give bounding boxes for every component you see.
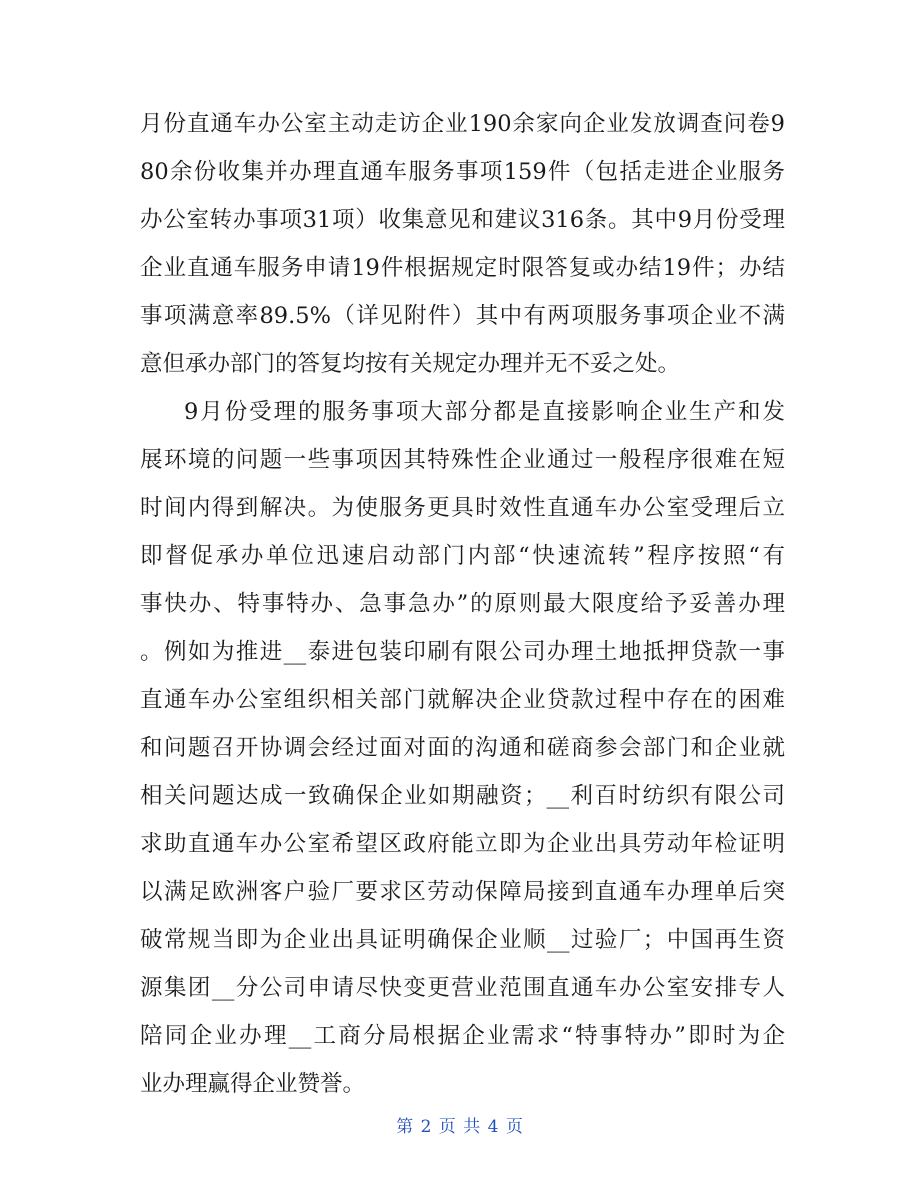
text-line: 求助直通车办公室希望区政府能立即为企业出具劳动年检证明 bbox=[140, 831, 785, 857]
text-line: 源集团__分公司申请尽快变更营业范围直通车办公室安排专人 bbox=[140, 975, 785, 1001]
text-line: 80余份收集并办理直通车服务事项159件（包括走进企业服务 bbox=[140, 159, 785, 185]
text-line: 以满足欧洲客户验厂要求区劳动保障局接到直通车办理单后突 bbox=[140, 879, 785, 905]
text-line: 事快办、特事特办、急事急办”的原则最大限度给予妥善办理 bbox=[140, 591, 785, 617]
text-line: 直通车办公室组织相关部门就解决企业贷款过程中存在的困难 bbox=[140, 687, 785, 713]
text-line: 即督促承办单位迅速启动部门内部“快速流转”程序按照“有 bbox=[140, 543, 785, 569]
text-line: 。例如为推进__泰进包装印刷有限公司办理土地抵押贷款一事 bbox=[140, 639, 785, 665]
page-number-footer: 第 2 页 共 4 页 bbox=[396, 1117, 524, 1137]
text-line: 时间内得到解决。为使服务更具时效性直通车办公室受理后立 bbox=[140, 495, 785, 521]
text-line: 意但承办部门的答复均按有关规定办理并无不妥之处。 bbox=[140, 351, 681, 377]
document-body bbox=[140, 100, 785, 1108]
text-line: 办公室转办事项31项）收集意见和建议316条。其中9月份受理 bbox=[140, 207, 785, 233]
text-line: 事项满意率89.5%（详见附件）其中有两项服务事项企业不满 bbox=[140, 303, 785, 329]
text-line: 业办理赢得企业赞誉。 bbox=[140, 1071, 366, 1097]
text-line: 展环境的问题一些事项因其特殊性企业通过一般程序很难在短 bbox=[140, 447, 785, 473]
text-line: 破常规当即为企业出具证明确保企业顺__过验厂；中国再生资 bbox=[140, 927, 785, 953]
text-line: 月份直通车办公室主动走访企业190余家向企业发放调查问卷9 bbox=[140, 111, 785, 137]
text-line: 陪同企业办理__工商分局根据企业需求“特事特办”即时为企 bbox=[140, 1023, 785, 1049]
text-line: 企业直通车服务申请19件根据规定时限答复或办结19件；办结 bbox=[140, 255, 785, 281]
text-line: 相关问题达成一致确保企业如期融资；__利百时纺织有限公司 bbox=[140, 783, 785, 809]
text-line: 和问题召开协调会经过面对面的沟通和磋商参会部门和企业就 bbox=[140, 735, 785, 761]
paragraph-first-line: 9月份受理的服务事项大部分都是直接影响企业生产和发 bbox=[184, 399, 785, 425]
